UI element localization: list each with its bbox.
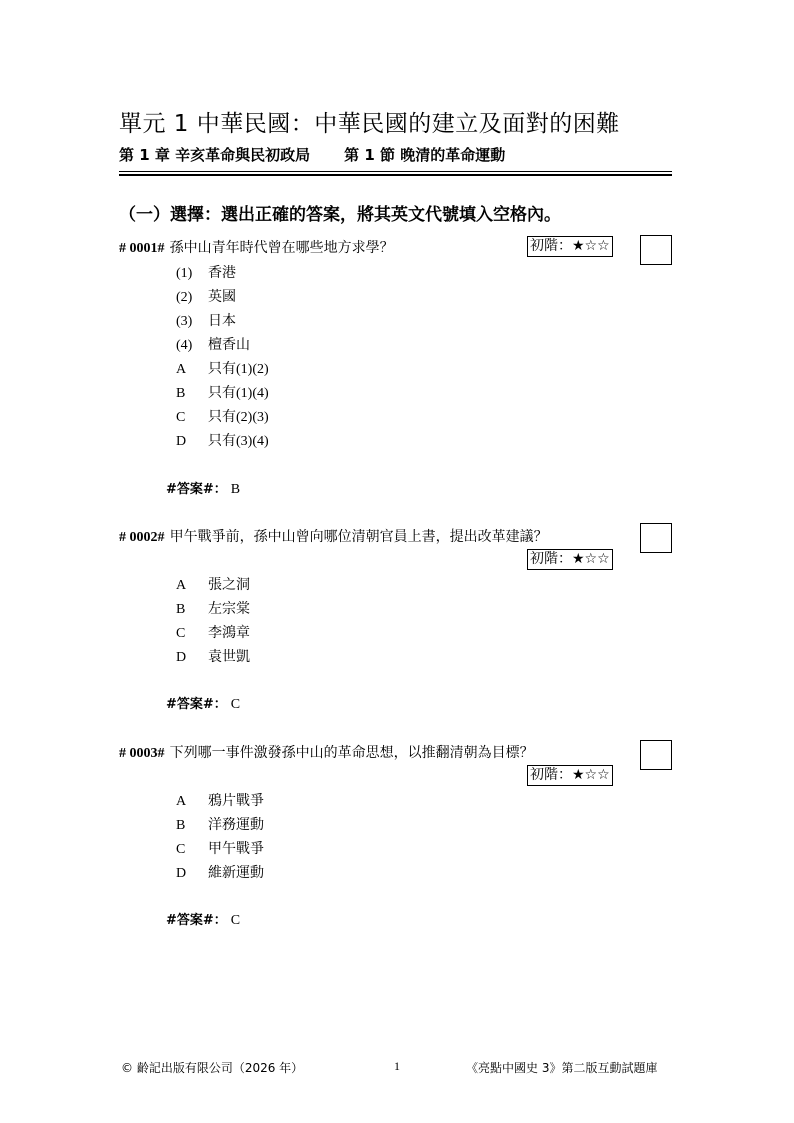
- chapter-subtitle: [119, 144, 505, 165]
- answer-box[interactable]: [640, 740, 672, 770]
- answer-value: B: [230, 482, 241, 497]
- question-2: [119, 526, 548, 546]
- answer-line: #答案#： C: [166, 913, 241, 928]
- question-1: [119, 237, 394, 257]
- difficulty-badge: 初階：★☆☆: [527, 549, 613, 570]
- answer-value: C: [230, 913, 241, 928]
- option-d: D 維新運動: [176, 865, 264, 881]
- option-a: A 鴉片戰爭: [176, 793, 264, 809]
- question-text: 孫中山青年時代曾在哪些地方求學？: [169, 240, 394, 256]
- list-item: (4) 檀香山: [176, 337, 250, 353]
- difficulty-badge: 初階：★☆☆: [527, 236, 613, 257]
- option-c: C 只有(2)(3): [176, 410, 269, 425]
- list-item: (1) 香港: [176, 265, 236, 281]
- answer-line: #答案#： C: [166, 697, 241, 712]
- difficulty-badge: 初階：★☆☆: [527, 765, 613, 786]
- option-d: D 袁世凱: [176, 649, 250, 665]
- option-a: A 張之洞: [176, 577, 250, 593]
- option-c: C 甲午戰爭: [176, 841, 264, 857]
- option-a: A 只有(1)(2): [176, 362, 269, 377]
- question-text: 甲午戰爭前，孫中山曾向哪位清朝官員上書，提出改革建議？: [169, 529, 548, 545]
- section-heading: （一）選擇：選出正確的答案，將其英文代號填入空格內。: [119, 205, 561, 225]
- answer-value: C: [230, 697, 241, 712]
- footer-copyright: © 齡記出版有限公司（2026 年）: [121, 1061, 304, 1075]
- question-number: # 0003#: [119, 746, 165, 761]
- page-number: 1: [394, 1059, 400, 1073]
- list-item: (2) 英國: [176, 289, 236, 305]
- unit-title: 單元 1 中華民國：中華民國的建立及面對的困難: [119, 111, 620, 137]
- question-3: [119, 742, 534, 762]
- question-number: # 0002#: [119, 530, 165, 545]
- footer-book-title: 《亮點中國史 3》第二版互動試題庫: [466, 1061, 658, 1075]
- header-divider-thin: [119, 171, 672, 172]
- header-divider-thick: [119, 174, 672, 176]
- question-text: 下列哪一事件激發孫中山的革命思想，以推翻清朝為目標？: [169, 745, 534, 761]
- answer-box[interactable]: [640, 235, 672, 265]
- chapter-label: 第 1 章 辛亥革命與民初政局: [119, 146, 311, 164]
- option-b: B 只有(1)(4): [176, 386, 269, 401]
- list-item: (3) 日本: [176, 313, 236, 329]
- option-b: B 左宗棠: [176, 601, 250, 617]
- section-label: 第 1 節 晚清的革命運動: [344, 146, 506, 164]
- answer-box[interactable]: [640, 523, 672, 553]
- option-c: C 李鴻章: [176, 625, 250, 641]
- answer-line: #答案#： B: [166, 482, 241, 497]
- option-b: B 洋務運動: [176, 817, 264, 833]
- option-d: D 只有(3)(4): [176, 434, 269, 449]
- question-number: # 0001#: [119, 241, 165, 256]
